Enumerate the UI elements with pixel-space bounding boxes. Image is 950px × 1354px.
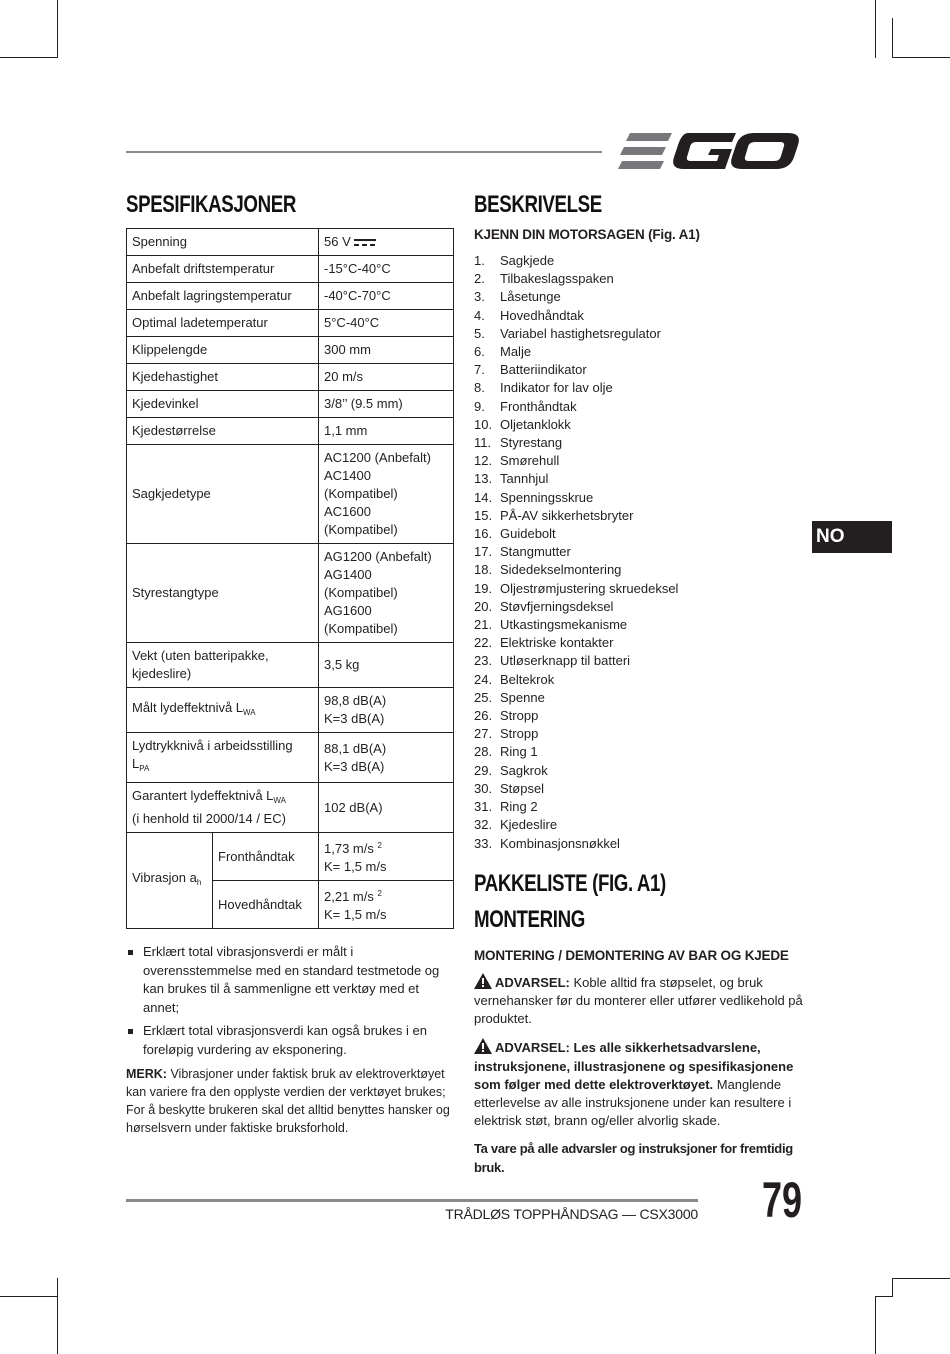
list-item-number: 19.	[474, 580, 493, 596]
list-item	[474, 525, 804, 543]
spec-value: 3,5 kg	[319, 643, 454, 688]
list-item-number: 29.	[474, 762, 493, 778]
list-item	[474, 507, 804, 525]
spec-value: 1,73 m/s $^2$ K= 1,5 m/s	[319, 833, 454, 881]
list-item: Erklært total vibrasjonsverdi kan også brukes i en foreløpig vurdering av eksponering.	[126, 1022, 454, 1059]
list-item	[474, 743, 804, 761]
list-item-number: 14.	[474, 489, 493, 505]
list-item-text: Beltekrok	[500, 671, 555, 687]
description-column	[474, 190, 804, 1187]
list-item-number: 16.	[474, 526, 493, 542]
list-item	[474, 325, 804, 343]
list-item	[474, 634, 804, 652]
crop-mark	[875, 1296, 876, 1354]
list-item	[474, 580, 804, 598]
crop-mark	[892, 1278, 893, 1296]
header-rule	[126, 151, 602, 153]
packing-title: PAKKELISTE (FIG. A1)	[474, 869, 666, 897]
table-row	[127, 229, 454, 256]
list-item	[474, 561, 804, 579]
list-item-number: 7.	[474, 362, 485, 378]
list-item-number: 11.	[474, 435, 492, 451]
list-item-text: Støpsel	[500, 780, 545, 796]
table-row	[127, 733, 454, 783]
list-item	[474, 671, 804, 689]
table-row	[127, 283, 454, 310]
list-item-number: 18.	[474, 562, 493, 578]
list-item	[474, 288, 804, 306]
list-item-number: 31.	[474, 799, 493, 815]
list-item-text: Fronthåndtak	[500, 398, 577, 414]
list-item	[474, 307, 804, 325]
ego-logo	[618, 130, 800, 172]
crop-mark	[0, 57, 58, 58]
list-item	[474, 780, 804, 798]
spec-label: Anbefalt driftstemperatur	[127, 256, 319, 283]
list-item-text: Støvfjerningsdeksel	[500, 598, 614, 614]
spec-label: Spenning	[127, 229, 319, 256]
warning-paragraph: ADVARSEL: Les alle sikkerhetsadvarslene, instruksjonene, illustrasjonene og spesifikasjonene som følger med dette elektroverktøyet. Manglende etterlevelse av alle instruksjonene under kan resultere i elektrisk støt, brann og/eller alvorlig skade.	[474, 1040, 794, 1129]
list-item-number: 28.	[474, 744, 493, 760]
spec-value-line: AG1600 (Kompatibel)	[324, 603, 398, 636]
crop-mark	[57, 1278, 58, 1354]
list-item-number: 32.	[474, 817, 493, 833]
crop-mark	[875, 0, 876, 58]
list-item-text: Stropp	[500, 708, 539, 724]
list-item-number: 26.	[474, 708, 493, 724]
list-item	[474, 379, 804, 397]
spec-sublabel: Fronthåndtak	[213, 833, 319, 881]
spec-value: -15°C-40°C	[319, 256, 454, 283]
spec-label: Vekt (uten batteripakke, kjedeslire)	[127, 643, 319, 688]
spec-value-line: AC1400 (Kompatibel)	[324, 468, 398, 501]
list-item-text: Hovedhåndtak	[500, 307, 584, 323]
list-item	[474, 543, 804, 561]
vibration-notes	[126, 943, 454, 1059]
list-item	[474, 598, 804, 616]
list-item	[474, 689, 804, 707]
spec-label: Garantert lydeffektnivå $L_{WA}$ (i henhold til 2000/14 / EC)	[127, 783, 319, 833]
crop-mark	[0, 1296, 58, 1297]
parts-list	[474, 252, 804, 853]
spec-sublabel: Hovedhåndtak	[213, 881, 319, 929]
spec-label: Kjedevinkel	[127, 391, 319, 418]
spec-value: 20 m/s	[319, 364, 454, 391]
list-item-text: Kjedeslire	[500, 817, 558, 833]
spec-value-line: AC1200 (Anbefalt)	[324, 450, 431, 465]
list-item-text: Utløserknapp til batteri	[500, 653, 631, 669]
crop-mark	[892, 57, 950, 58]
list-item-text: Utkastingsmekanisme	[500, 617, 628, 633]
list-item-number: 27.	[474, 726, 493, 742]
list-item-number: 12.	[474, 453, 493, 469]
warning-triangle-icon	[474, 973, 492, 989]
list-item	[474, 616, 804, 634]
list-item-number: 20.	[474, 598, 493, 614]
list-item-text: Spenne	[500, 689, 545, 705]
dc-symbol-icon	[354, 238, 376, 248]
list-item-text: Ring 1	[500, 744, 538, 760]
list-item-number: 25.	[474, 689, 493, 705]
list-item-text: Stangmutter	[500, 544, 571, 560]
spec-value: 56 V	[319, 229, 454, 256]
spec-value-line: AG1400 (Kompatibel)	[324, 567, 398, 600]
list-item-text: Tannhjul	[500, 471, 549, 487]
list-item-text: Sagkjede	[500, 253, 555, 268]
description-subtitle: KJENN DIN MOTORSAGEN (Fig. A1)	[474, 227, 700, 242]
list-item	[474, 270, 804, 288]
list-item-number: 2.	[474, 271, 485, 287]
list-item	[474, 343, 804, 361]
specs-column	[126, 190, 454, 1137]
crop-mark	[892, 18, 893, 58]
assembly-subtitle: MONTERING / DEMONTERING AV BAR OG KJEDE	[474, 947, 789, 963]
spec-value: -40°C-70°C	[319, 283, 454, 310]
footer-title: TRÅDLØS TOPPHÅNDSAG — CSX3000	[445, 1206, 698, 1222]
list-item	[474, 452, 804, 470]
list-item-number: 8.	[474, 380, 485, 396]
list-item-text: Låsetunge	[500, 289, 561, 305]
list-item	[474, 470, 804, 488]
table-row	[127, 337, 454, 364]
list-item-number: 15.	[474, 507, 493, 523]
table-row	[127, 418, 454, 445]
list-item-number: 23.	[474, 653, 493, 669]
list-item	[474, 762, 804, 780]
list-item-text: Guidebolt	[500, 526, 556, 542]
list-item-text: Sidedekselmontering	[500, 562, 622, 578]
page-number: 79	[761, 1172, 802, 1228]
list-item-text: Indikator for lav olje	[500, 380, 613, 396]
table-row	[127, 445, 454, 544]
list-item-number: 21.	[474, 617, 493, 633]
list-item-text: Ring 2	[500, 799, 538, 815]
table-row	[127, 688, 454, 733]
spec-value: 5°C-40°C	[319, 310, 454, 337]
list-item-number: 6.	[474, 344, 485, 360]
table-row	[127, 391, 454, 418]
list-item-number: 13.	[474, 471, 493, 487]
spec-value-line: 88,1 dB(A)	[324, 740, 387, 756]
list-item-number: 1.	[474, 253, 485, 268]
list-item-number: 3.	[474, 289, 485, 305]
list-item-text: Styrestang	[500, 435, 563, 451]
keep-instructions: Ta vare på alle advarsler og instruksjoner for fremtidig bruk.	[474, 1141, 793, 1175]
table-row	[127, 256, 454, 283]
spec-value	[319, 688, 454, 733]
list-item	[474, 725, 804, 743]
list-item	[474, 361, 804, 379]
spec-label: Kjedestørrelse	[127, 418, 319, 445]
warning-paragraph: ADVARSEL: Koble alltid fra støpselet, og bruk vernehansker før du monterer eller utfører vedlikehold på produktet.	[474, 974, 803, 1027]
specs-table	[126, 228, 454, 929]
list-item-number: 17.	[474, 544, 493, 560]
list-item-text: Batteriindikator	[500, 362, 587, 378]
footer-rule	[126, 1199, 698, 1202]
crop-mark	[57, 0, 58, 58]
list-item-text: Oljetanklokk	[500, 416, 571, 432]
list-item-number: 5.	[474, 325, 485, 341]
list-item-number: 30.	[474, 780, 493, 796]
list-item-text: Kombinasjonsnøkkel	[500, 835, 620, 851]
spec-value-line: 98,8 dB(A)	[324, 693, 387, 708]
list-item	[474, 816, 804, 834]
list-item-text: Sagkrok	[500, 762, 548, 778]
list-item-text: Oljestrømjustering skruedeksel	[500, 580, 679, 596]
list-item-number: 10.	[474, 416, 493, 432]
list-item: Erklært total vibrasjonsverdi er målt i overensstemmelse med en standard testmetode og kan brukes til å sammenligne ett verktøy med et annet;	[126, 943, 454, 1017]
spec-value: 3/8’’ (9.5 mm)	[319, 391, 454, 418]
language-tab: NO	[812, 521, 892, 553]
assembly-title: MONTERING	[474, 905, 585, 933]
list-item-text: PÅ-AV sikkerhetsbryter	[500, 507, 634, 523]
table-row	[127, 833, 454, 881]
spec-label: Optimal ladetemperatur	[127, 310, 319, 337]
spec-value-line: AG1200 (Anbefalt)	[324, 549, 432, 564]
spec-label: Styrestangtype	[127, 544, 319, 643]
list-item	[474, 652, 804, 670]
spec-label: Kjedehastighet	[127, 364, 319, 391]
list-item	[474, 707, 804, 725]
list-item	[474, 489, 804, 507]
spec-label: Målt lydeffektnivå $L_{WA}$	[127, 688, 319, 733]
description-title: BESKRIVELSE	[474, 191, 602, 218]
spec-value	[319, 544, 454, 643]
list-item-number: 9.	[474, 398, 485, 414]
crop-mark	[892, 1278, 950, 1279]
list-item-number: 24.	[474, 671, 493, 687]
spec-value-line: K=3 dB(A)	[324, 711, 385, 726]
crop-mark	[875, 1296, 893, 1297]
list-item-number: 33.	[474, 835, 493, 851]
warning-triangle-icon	[474, 1038, 492, 1054]
list-item-text: Stropp	[500, 726, 539, 742]
list-item	[474, 434, 804, 452]
spec-value	[319, 733, 454, 783]
table-row	[127, 783, 454, 833]
spec-label: Vibrasjon $a_h$	[127, 833, 213, 929]
list-item	[474, 798, 804, 816]
list-item-number: 22.	[474, 635, 493, 651]
list-item-text: Malje	[500, 344, 532, 360]
spec-value: 102 dB(A)	[319, 783, 454, 833]
list-item	[474, 416, 804, 434]
specs-title: SPESIFIKASJONER	[126, 191, 296, 218]
table-row	[127, 643, 454, 688]
list-item-text: Spenningsskrue	[500, 489, 594, 505]
spec-label: Anbefalt lagringstemperatur	[127, 283, 319, 310]
spec-value	[319, 445, 454, 544]
list-item-text: Variabel hastighetsregulator	[500, 325, 661, 341]
list-item	[474, 252, 804, 270]
list-item-text: Tilbakeslagsspaken	[500, 271, 614, 287]
list-item	[474, 398, 804, 416]
list-item-number: 4.	[474, 307, 485, 323]
spec-value-line: K=3 dB(A)	[324, 758, 385, 774]
note-paragraph: MERK: Vibrasjoner under faktisk bruk av elektroverktøyet kan variere fra den opplyste verdien der verktøyet brukes; For å beskytte brukeren skal det alltid benyttes hansker og hørselsvern under faktiske bruksforhold.	[126, 1067, 450, 1135]
table-row	[127, 310, 454, 337]
spec-value: 2,21 m/s $^2$ K= 1,5 m/s	[319, 881, 454, 929]
list-item-text: Elektriske kontakter	[500, 635, 614, 651]
spec-label: Sagkjedetype	[127, 445, 319, 544]
table-row	[127, 364, 454, 391]
spec-label: Lydtrykknivå i arbeidsstilling $L_{PA}$	[127, 733, 319, 783]
spec-value: 1,1 mm	[319, 418, 454, 445]
spec-value-line: AC1600 (Kompatibel)	[324, 504, 398, 537]
spec-value: 300 mm	[319, 337, 454, 364]
table-row	[127, 544, 454, 643]
list-item	[474, 835, 804, 853]
list-item-text: Smørehull	[500, 453, 560, 469]
spec-label: Klippelengde	[127, 337, 319, 364]
